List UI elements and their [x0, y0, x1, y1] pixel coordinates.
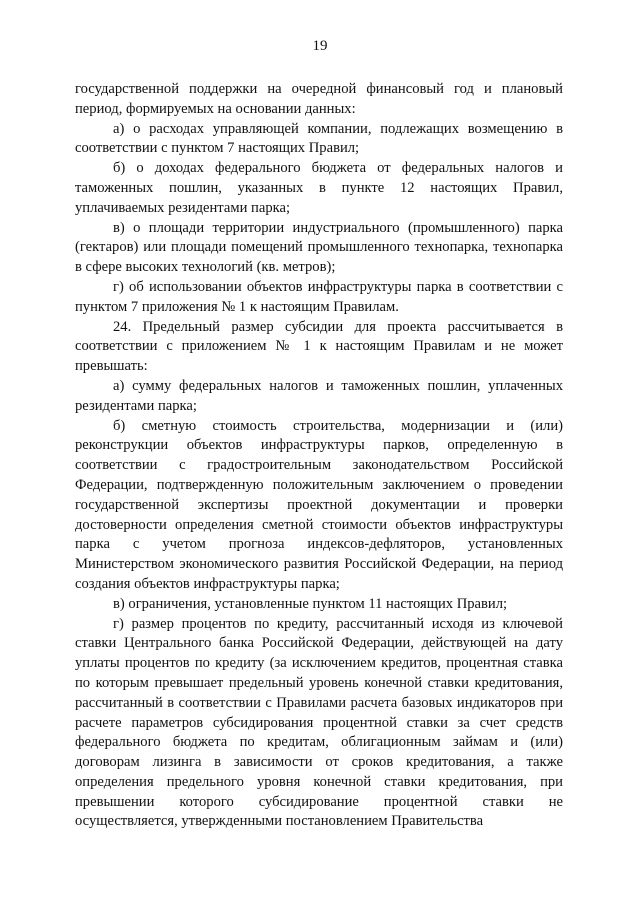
paragraph-24-item-a: а) сумму федеральных налогов и таможенных пошлин, уплаченных резидентами парка;	[75, 377, 563, 414]
paragraph-24-item-v: в) ограничения, установленные пунктом 11 настоящих Правил;	[113, 595, 508, 612]
paragraph-item-b: б) о доходах федерального бюджета от федеральных налогов и таможенных пошлин, указанных в пункте 12 настоящих Правил, уплачиваемых резидентами парка;	[75, 160, 563, 216]
page-number: 19	[312, 38, 328, 54]
document-body	[75, 80, 563, 832]
paragraph-section-24: 24. Предельный размер субсидии для проекта рассчитывается в соответствии с приложением № 1 к настоящим Правилам и не может превышать:	[75, 318, 563, 375]
paragraph-continuation: государственной поддержки на очередной финансовый год и плановый период, формируемых на основании данных:	[75, 81, 563, 117]
paragraph-24-item-b: б) сметную стоимость строительства, модернизации и (или) реконструкции объектов инфраструктуры парков, определенную в соответствии с градостроительным законодательством Российской Федерации, подтвержденную положительным заключением о проведении государственной экспертизы проектной документации и проверки достоверности определения сметной стоимости объектов инфраструктуры парка с учетом прогноза индексов-дефляторов, установленных Министерством экономического развития Российской Федерации, на период создания объектов инфраструктуры парка;	[75, 417, 563, 592]
paragraph-item-v: в) о площади территории индустриального (промышленного) парка (гектаров) или площади помещений промышленного технопарка, технопарка в сфере высоких технологий (кв. метров);	[75, 219, 563, 276]
paragraph-24-item-g: г) размер процентов по кредиту, рассчитанный исходя из ключевой ставки Центрального банка Российской Федерации, действующей на дату уплаты процентов по кредиту (за исключением кредитов, процентная ставка по которым превышает предельный уровень конечной ставки кредитования, рассчитанный в соответствии с Правилами расчета базовых индикаторов при расчете параметров субсидирования процентной ставки за счет средств федерального бюджета по кредитам, облигационным займам и (или) договорам лизинга в зависимости от сроков кредитования, а также определения предельного уровня конечной ставки кредитования, при превышении которого субсидирование процентной ставки не осуществляется, утвержденными постановлением Правительства	[75, 615, 563, 830]
paragraph-item-g: г) об использовании объектов инфраструктуры парка в соответствии с пунктом 7 приложения № 1 к настоящим Правилам.	[75, 278, 563, 315]
paragraph-item-a: а) о расходах управляющей компании, подлежащих возмещению в соответствии с пунктом 7 настоящих Правил;	[75, 120, 563, 157]
